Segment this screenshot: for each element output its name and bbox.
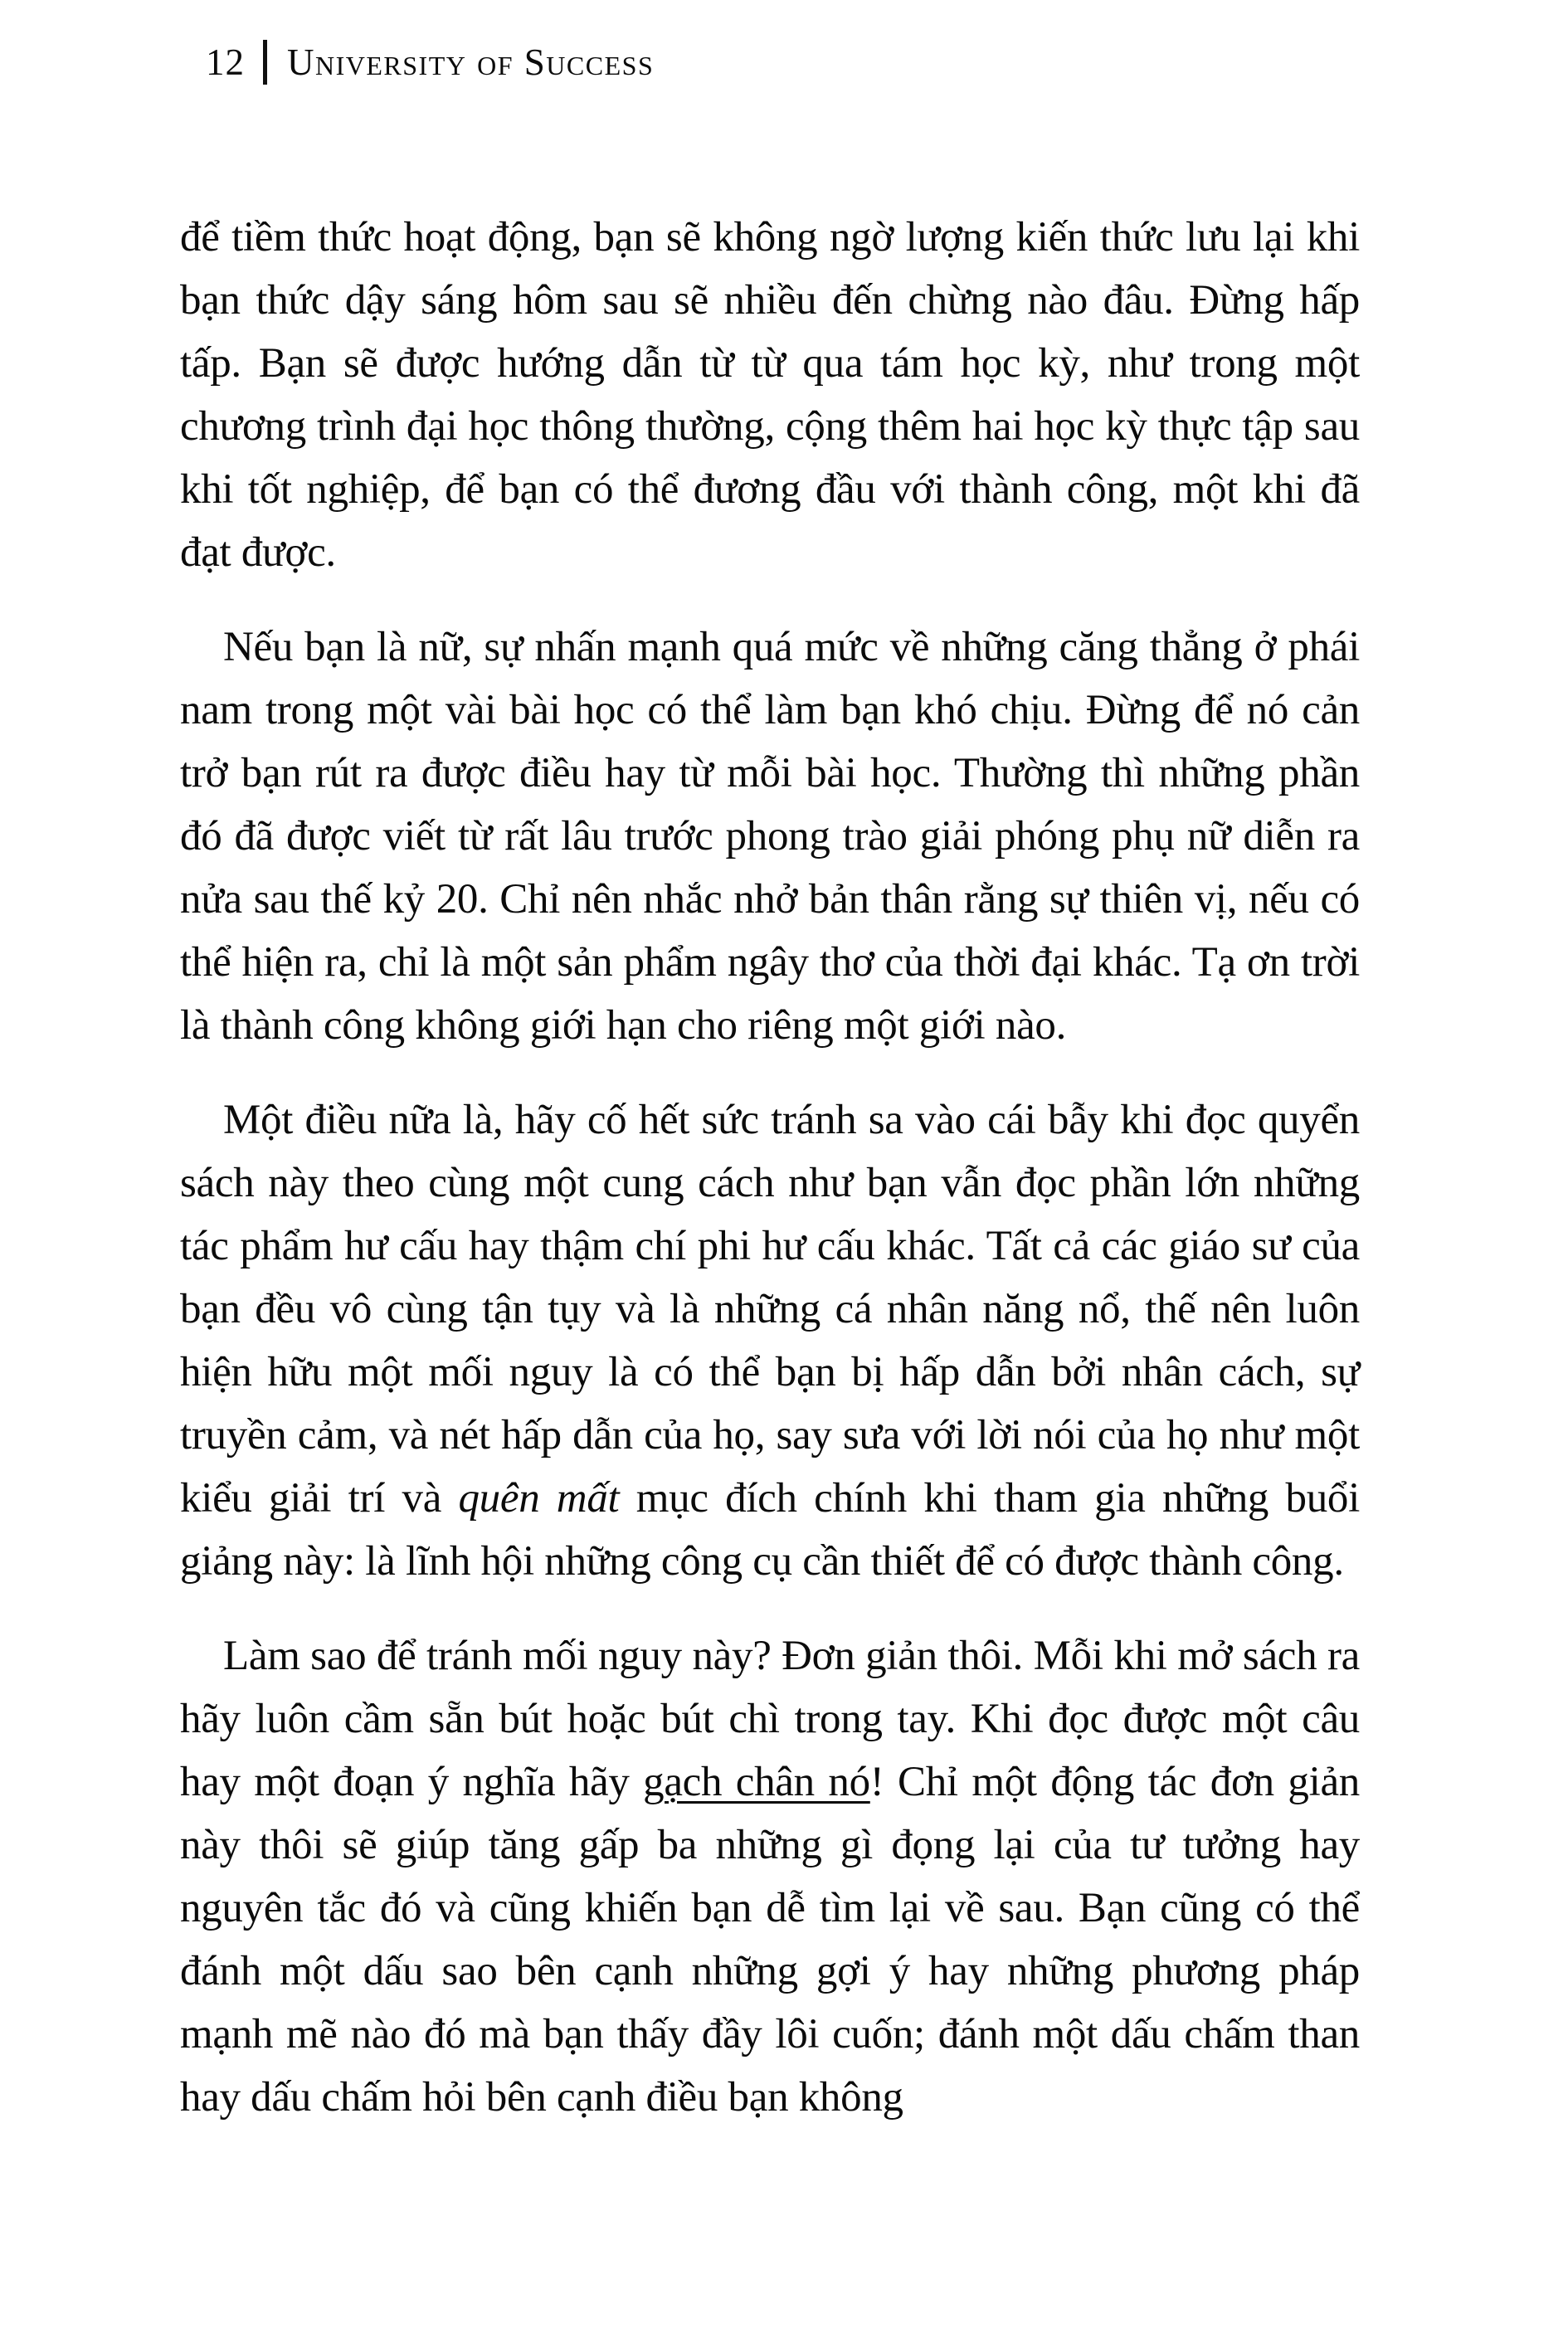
body-paragraph [180,206,1360,584]
text-segment: để tiềm thức hoạt động, bạn sẽ không ngờ lượng kiến thức lưu lại khi bạn thức dậy sáng hôm sau sẽ nhiều đến chừng nào đâu. Đừng hấp tấp. Bạn sẽ được hướng dẫn từ từ qua tám học kỳ, như trong một chương trình đại học thông thường, cộng thêm hai học kỳ thực tập sau khi tốt nghiệp, để bạn có thể đương đầu với thành công, một khi đã đạt được. [180,214,1360,576]
body-text [180,206,1360,2129]
header-divider [263,40,267,85]
body-paragraph [180,1088,1360,1593]
text-segment: Nếu bạn là nữ, sự nhấn mạnh quá mức về những căng thẳng ở phái nam trong một vài bài học có thể làm bạn khó chịu. Đừng để nó cản trở bạn rút ra được điều hay từ mỗi bài học. Thường thì những phần đó đã được viết từ rất lâu trước phong trào giải phóng phụ nữ diễn ra nửa sau thế kỷ 20. Chỉ nên nhắc nhở bản thân rằng sự thiên vị, nếu có thể hiện ra, chỉ là một sản phẩm ngây thơ của thời đại khác. Tạ ơn trời là thành công không giới hạn cho riêng một giới nào. [180,624,1360,1049]
text-segment: ! Chỉ một động tác đơn giản này thôi sẽ giúp tăng gấp ba những gì đọng lại của tư tưởng hay nguyên tắc đó và cũng khiến bạn dễ tìm lại về sau. Bạn cũng có thể đánh một dấu sao bên cạnh những gợi ý hay những phương pháp mạnh mẽ nào đó mà bạn thấy đầy lôi cuốn; đánh một dấu chấm than hay dấu chấm hỏi bên cạnh điều bạn không [180,1759,1360,2121]
text-segment: Làm sao để tránh mối nguy này? Đơn giản thôi. Mỗi khi mở sách ra hãy luôn cầm sẵn bút hoặc bút chì trong tay. Khi đọc được một câu hay một đoạn ý nghĩa hãy [180,1633,1360,1805]
text-segment-underline: gạch chân nó [643,1759,870,1805]
text-segment-italic: quên mất [458,1475,620,1522]
book-title: University of Success [287,41,655,83]
page-number: 12 [206,41,245,83]
body-paragraph [180,616,1360,1057]
page-header [206,40,654,85]
text-segment: Một điều nữa là, hãy cố hết sức tránh sa vào cái bẫy khi đọc quyển sách này theo cùng một cung cách như bạn vẫn đọc phần lớn những tác phẩm hư cấu hay thậm chí phi hư cấu khác. Tất cả các giáo sư của bạn đều vô cùng tận tụy và là những cá nhân năng nổ, thế nên luôn hiện hữu một mối nguy là có thể bạn bị hấp dẫn bởi nhân cách, sự truyền cảm, và nét hấp dẫn của họ, say sưa với lời nói của họ như một kiểu giải trí và [180,1097,1360,1522]
body-paragraph [180,1624,1360,2129]
text-segment: mục đích chính khi tham gia những buổi giảng này: là lĩnh hội những công cụ cần thiết để có được thành công. [180,1475,1361,1585]
